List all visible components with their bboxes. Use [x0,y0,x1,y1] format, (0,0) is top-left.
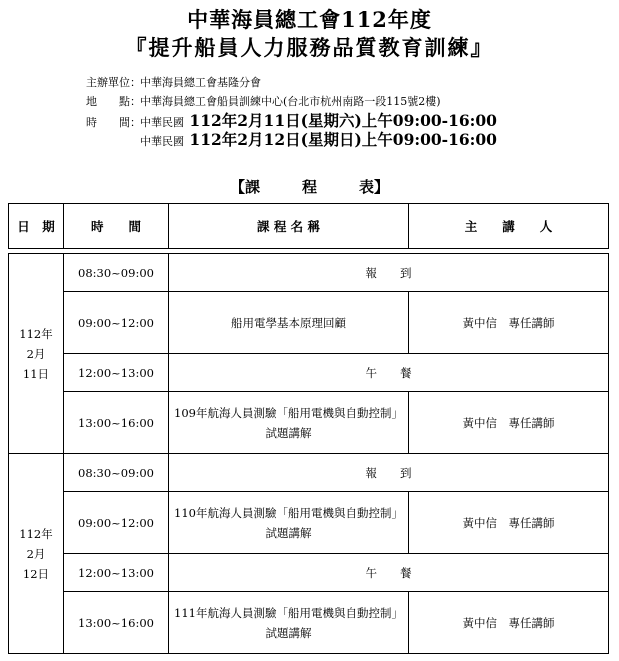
date-line: 112年 [19,526,53,541]
date-line: 11日 [22,366,50,381]
table-row [9,292,609,354]
location-row [86,93,441,109]
course-cell: 船用電學基本原理回顧 [169,292,409,354]
header-course: 課 程 名 稱 [169,204,409,249]
date-line: 2月 [26,346,46,361]
date-cell-day1 [9,254,64,454]
organizer-row [86,74,261,90]
header-date: 日 期 [9,204,64,249]
table-row [9,592,609,654]
time-cell: 13:00~16:00 [64,392,169,454]
time-cell: 12:00~13:00 [64,354,169,392]
schedule-table [8,203,609,654]
time-cell: 12:00~13:00 [64,554,169,592]
time-row-2 [140,128,497,150]
schedule-title [0,176,619,197]
table-row [9,392,609,454]
date-line: 2月 [26,546,46,561]
time-cell: 09:00~12:00 [64,492,169,554]
time-cell: 08:30~09:00 [64,454,169,492]
course-cell: 109年航海人員測驗「船用電機與自動控制」試題講解 [169,392,409,454]
time-label: 時 間： [86,116,141,129]
time-value-1: 112年2月11日(星期六)上午09:00-16:00 [189,111,497,130]
speaker-cell: 黃中信 專任講師 [409,492,609,554]
time-value-2: 112年2月12日(星期日)上午09:00-16:00 [189,130,497,149]
time-prefix-2: 中華民國 [140,135,184,148]
title-line-1: 中華海員總工會112年度 [187,7,432,32]
title-line-2: 『提升船員人力服務品質教育訓練』 [125,35,494,60]
location-value: 中華海員總工會船員訓練中心(台北市杭州南路一段115號2樓) [140,95,441,108]
schedule-title-mid: 程 [301,178,317,196]
date-cell-day2 [9,454,64,654]
header-time: 時 間 [64,204,169,249]
speaker-cell: 黃中信 專任講師 [409,592,609,654]
schedule-title-left: 【課 [229,178,260,196]
date-line: 12日 [22,566,50,581]
table-row [9,554,609,592]
course-cell: 110年航海人員測驗「船用電機與自動控制」試題講解 [169,492,409,554]
location-label: 地 點： [86,95,141,108]
organizer-label: 主辦單位： [86,76,141,89]
lunch-cell: 午 餐 [169,554,609,592]
time-cell: 09:00~12:00 [64,292,169,354]
course-cell: 111年航海人員測驗「船用電機與自動控制」試題講解 [169,592,409,654]
checkin-cell: 報 到 [169,454,609,492]
time-cell: 08:30~09:00 [64,254,169,292]
header-speaker: 主 講 人 [409,204,609,249]
table-header-row [9,204,609,249]
speaker-cell: 黃中信 專任講師 [409,292,609,354]
time-prefix-1: 中華民國 [140,116,184,129]
date-line: 112年 [19,326,53,341]
speaker-cell: 黃中信 專任講師 [409,392,609,454]
checkin-cell: 報 到 [169,254,609,292]
organizer-value: 中華海員總工會基隆分會 [140,76,261,89]
table-row [9,354,609,392]
table-row [9,492,609,554]
time-cell: 13:00~16:00 [64,592,169,654]
table-row [9,254,609,292]
table-row [9,454,609,492]
lunch-cell: 午 餐 [169,354,609,392]
schedule-title-right: 表】 [359,178,390,196]
